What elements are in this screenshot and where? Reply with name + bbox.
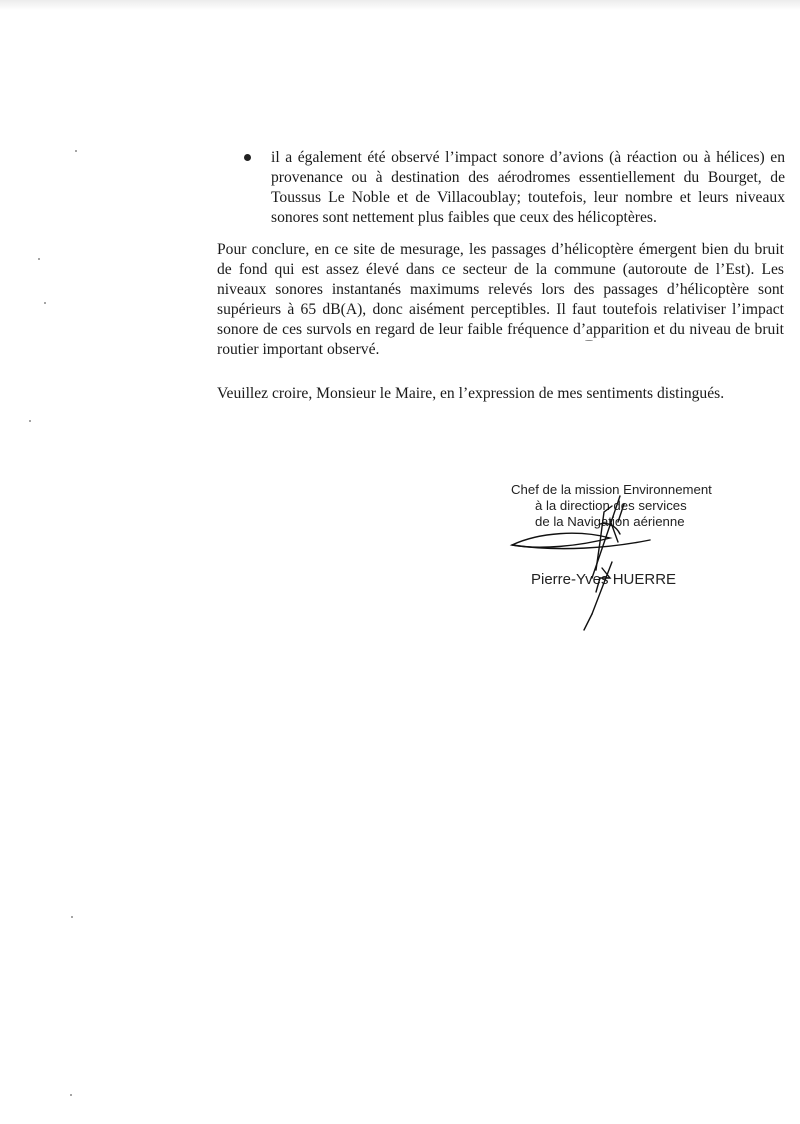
scan-speck [75, 150, 77, 152]
closing-formula: Veuillez croire, Monsieur le Maire, en l’expression de mes sentiments distingués. [217, 385, 725, 402]
scan-speck [70, 1094, 72, 1096]
signatory-title-line2: à la direction des services [535, 498, 687, 513]
scan-speck [71, 916, 73, 918]
scan-speck [38, 258, 40, 260]
bullet-dot-icon [244, 154, 251, 161]
signatory-name: Pierre-Yves HUERRE [531, 571, 677, 588]
scan-speck [585, 340, 593, 341]
scan-edge [0, 0, 800, 10]
conclusion-paragraph: Pour conclure, en ce site de mesurage, les passages d’hélicoptère émergent bien du bruit de fond qui est assez élevé dans ce secteur de la commune (autoroute de l’Est). Les niveaux sonores instantanés maximums relevés lors des passages d’hélicoptère sont supérieurs à 65 dB(A), donc aisément perceptibles. Il faut toutefois relativiser l’impact sonore de ces survols en regard de leur faible fréquence d’apparition et du niveau de bruit routier important observé. [217, 241, 784, 358]
signature-block [500, 482, 730, 632]
signatory-title-line1: Chef de la mission Environnement [511, 482, 712, 497]
bullet-text: il a également été observé l’impact sonore d’avions (à réaction ou à hélices) en provenance ou à destination des aérodromes essentiellement du Bourget, de Toussus Le Noble et de Villacoublay; toutefois, leur nombre et leurs niveaux sonores sont nettement plus faibles que ceux des hélicoptères. [271, 149, 785, 226]
signatory-title-line3: de la Navigation aérienne [535, 514, 685, 529]
scan-speck [44, 302, 46, 304]
scan-speck [29, 420, 31, 422]
